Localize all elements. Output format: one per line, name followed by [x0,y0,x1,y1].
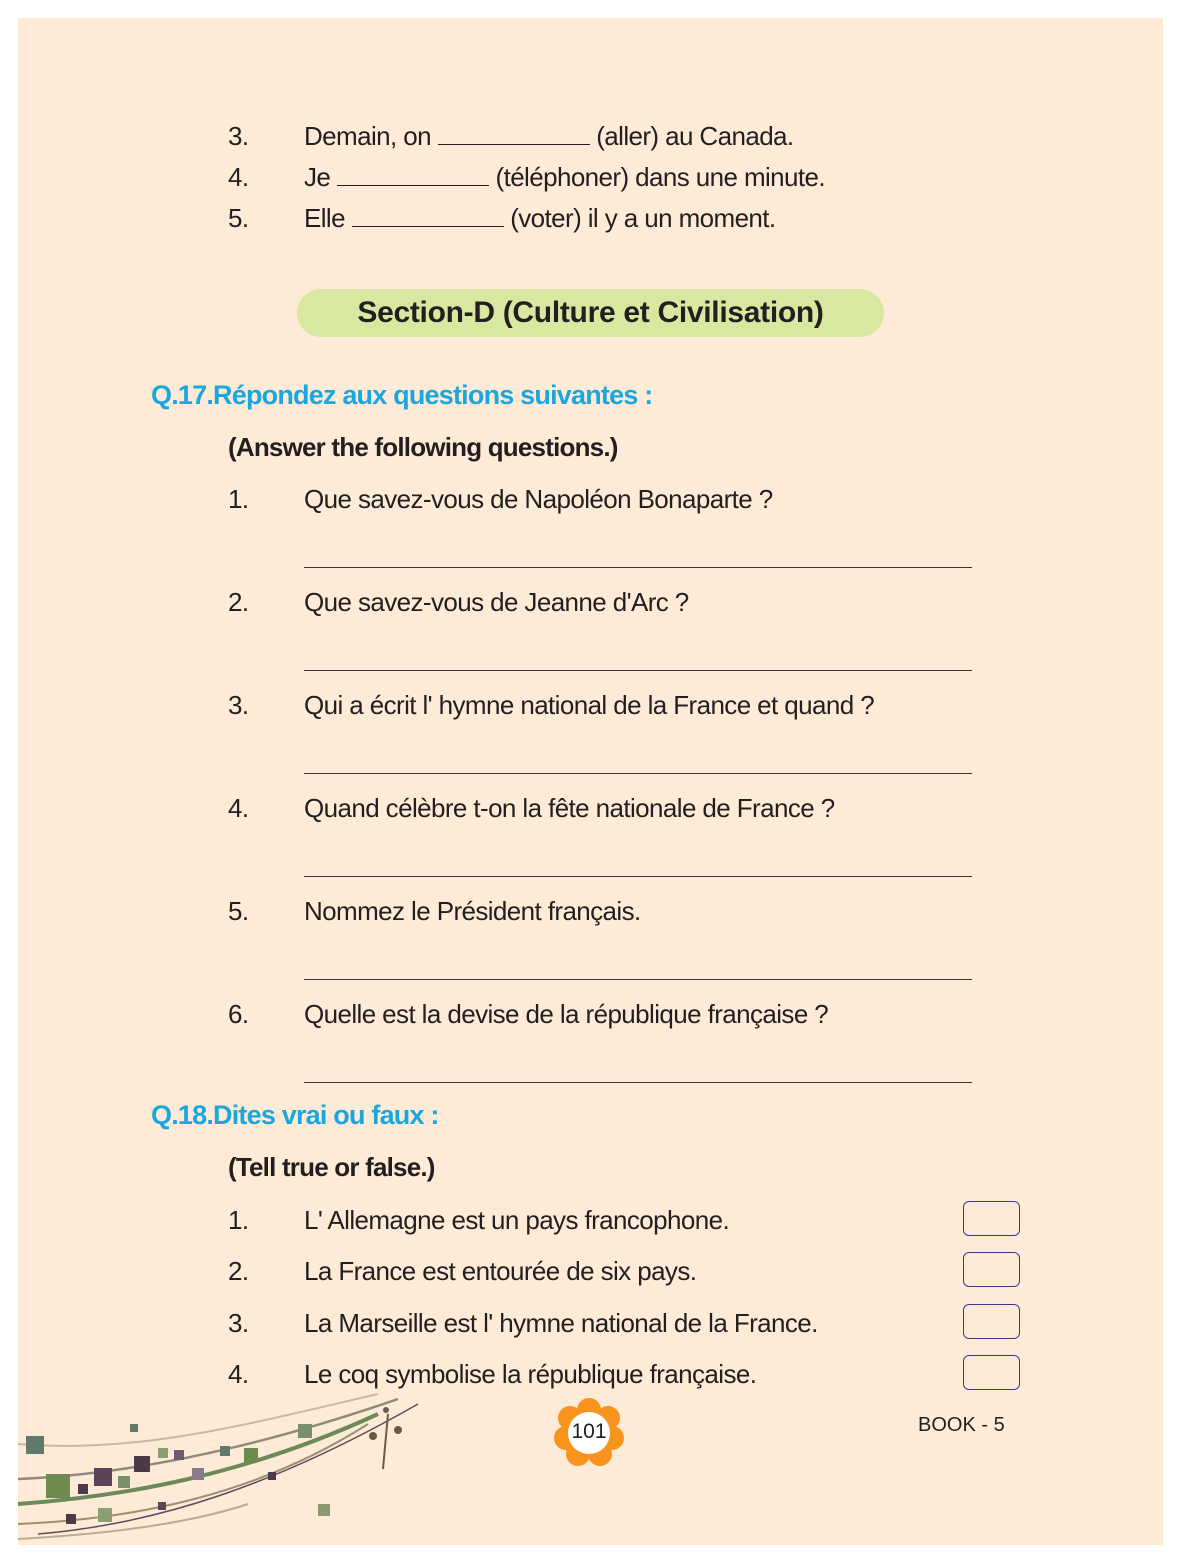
item-text-after: (téléphoner) dans une minute. [495,162,826,192]
item-text-before: Demain, on [304,121,431,151]
item-number: 2. [228,1256,249,1286]
worksheet-page [18,18,1163,1545]
question-text: Que savez-vous de Napoléon Bonaparte ? [304,484,773,514]
item-text-after: (aller) au Canada. [596,121,794,151]
answer-line[interactable] [304,876,972,877]
q17-heading: Q.17.Répondez aux questions suivantes : [151,380,653,410]
item-number: 4. [228,1359,249,1389]
item-text-after: (voter) il y a un moment. [510,203,776,233]
section-title: Section-D (Culture et Civilisation) [297,289,884,337]
answer-box[interactable] [963,1201,1020,1236]
item-number: 1. [228,484,249,514]
item-number: 6. [228,999,249,1029]
blank-field[interactable] [337,163,489,186]
item-number: 1. [228,1205,249,1235]
blank-field[interactable] [352,204,504,227]
item-number: 5. [228,203,249,233]
question-text: Quand célèbre t-on la fête nationale de France ? [304,793,835,823]
q17-subheading: (Answer the following questions.) [228,432,618,462]
answer-line[interactable] [304,979,972,980]
book-label: BOOK - 5 [918,1414,1005,1436]
q18-heading: Q.18.Dites vrai ou faux : [151,1100,439,1130]
statement-text: Le coq symbolise la république française. [304,1359,757,1389]
answer-line[interactable] [304,1082,972,1083]
question-text: Nommez le Président français. [304,896,641,926]
item-number: 3. [228,121,249,151]
answer-line[interactable] [304,670,972,671]
answer-line[interactable] [304,567,972,568]
item-text-before: Elle [304,203,345,233]
q18-subheading: (Tell true or false.) [228,1152,435,1182]
question-text: Qui a écrit l' hymne national de la France et quand ? [304,690,875,720]
page-number: 101 [571,1420,607,1443]
item-number: 2. [228,587,249,617]
item-number: 4. [228,162,249,192]
answer-box[interactable] [963,1355,1020,1390]
statement-text: La France est entourée de six pays. [304,1256,697,1286]
item-number: 4. [228,793,249,823]
answer-box[interactable] [963,1304,1020,1339]
question-text: Que savez-vous de Jeanne d'Arc ? [304,587,689,617]
decorative-swoosh-graphic [18,1384,438,1545]
answer-line[interactable] [304,773,972,774]
item-number: 3. [228,1308,249,1338]
item-text-before: Je [304,162,331,192]
item-number: 3. [228,690,249,720]
statement-text: La Marseille est l' hymne national de la France. [304,1308,818,1338]
question-text: Quelle est la devise de la république française ? [304,999,829,1029]
blank-field[interactable] [438,122,590,145]
page-number-badge [554,1398,624,1466]
item-number: 5. [228,896,249,926]
answer-box[interactable] [963,1252,1020,1287]
statement-text: L' Allemagne est un pays francophone. [304,1205,730,1235]
